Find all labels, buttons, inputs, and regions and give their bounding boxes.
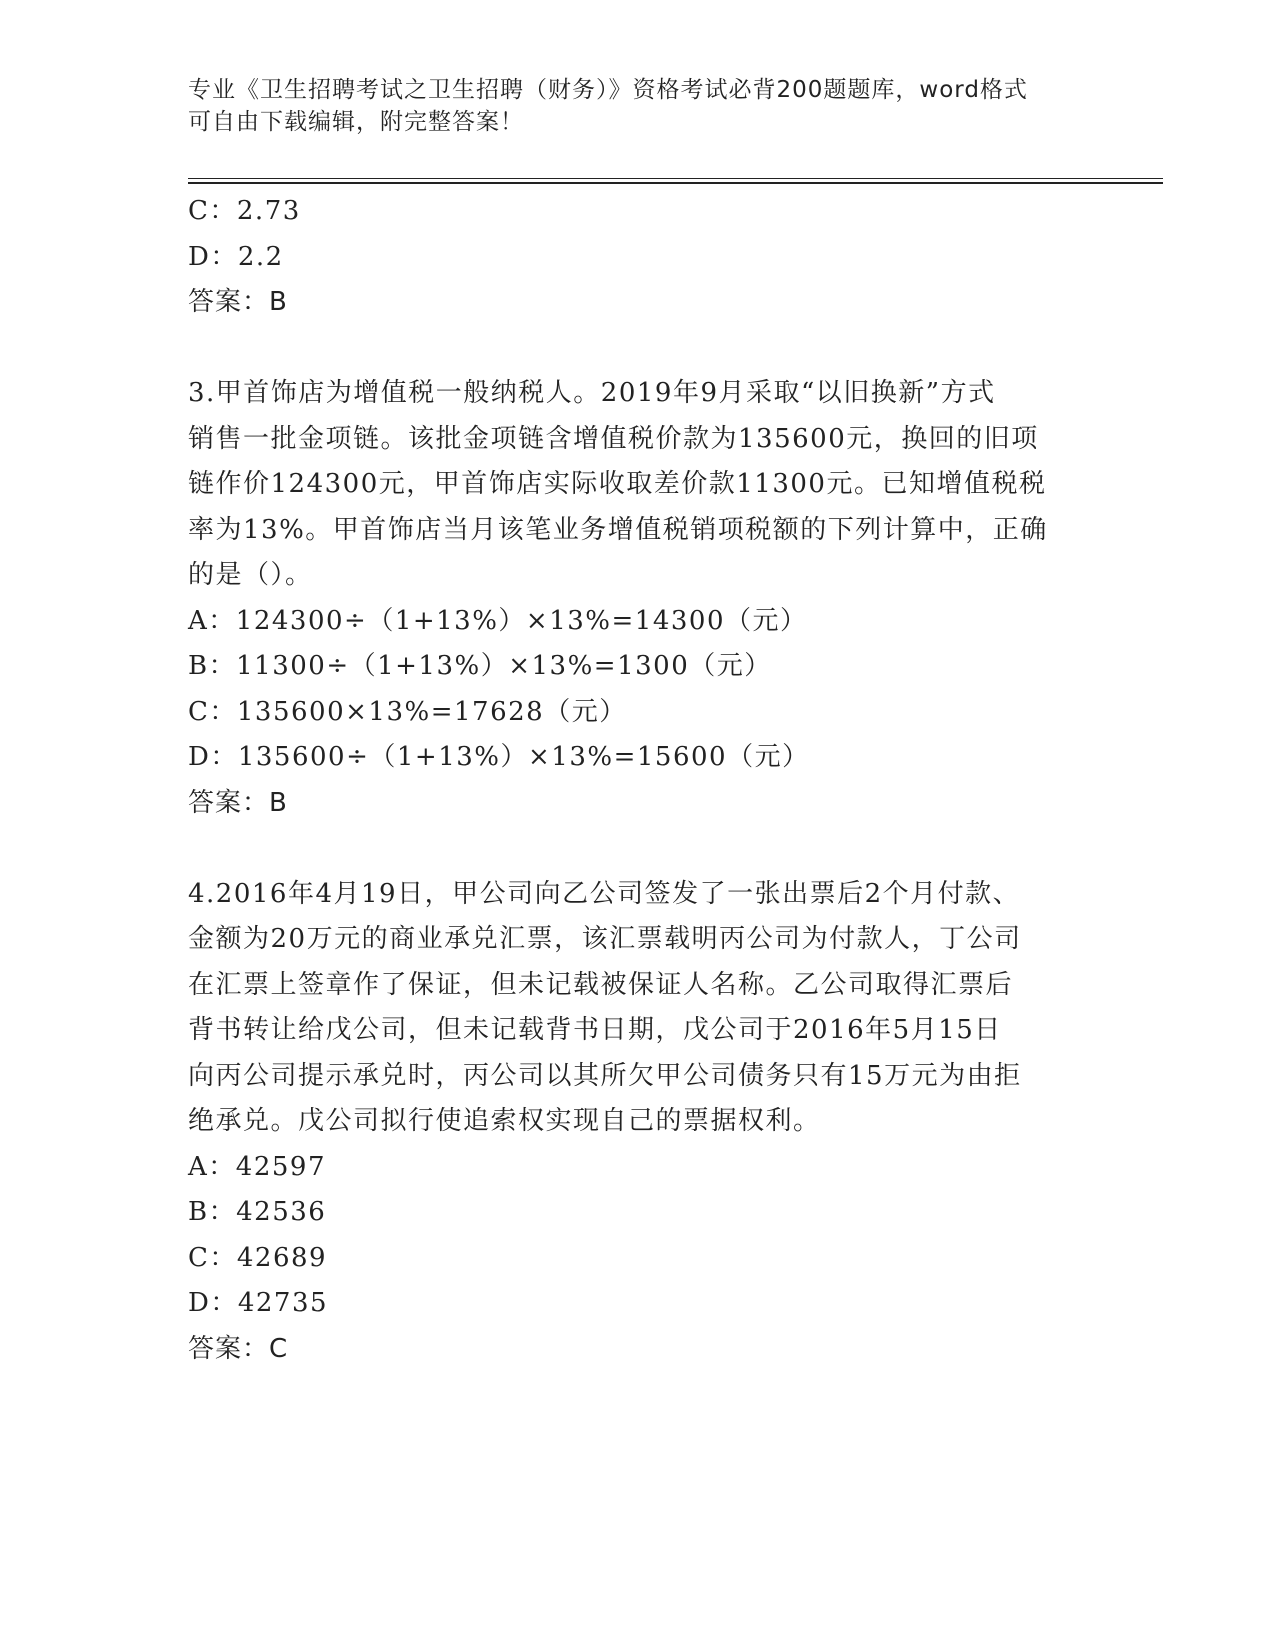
- option-b: B：11300÷（1+13%）×13%=1300（元）: [188, 651, 772, 681]
- answer-line: 答案：C: [188, 1333, 289, 1364]
- question-stem-line: 链作价124300元，甲首饰店实际收取差价款11300元。已知增值税税: [188, 469, 1047, 499]
- option-d: D：135600÷（1+13%）×13%=15600（元）: [188, 742, 810, 772]
- option-a: A：42597: [188, 1151, 326, 1182]
- spacer: [188, 326, 1088, 372]
- question-stem-line: 率为13%。甲首饰店当月该笔业务增值税销项税额的下列计算中，正确: [188, 514, 1048, 545]
- header-title-line-2: 可自由下载编辑，附完整答案！: [188, 109, 524, 135]
- question-stem-line: 绝承兑。戊公司拟行使追索权实现自己的票据权利。: [188, 1106, 821, 1136]
- option-c: C：135600×13%=17628（元）: [188, 696, 627, 727]
- spacer: [188, 826, 1088, 872]
- question-stem-line: 背书转让给戊公司，但未记载背书日期，戊公司于2016年5月15日: [188, 1015, 1002, 1045]
- answer-line: 答案：B: [188, 287, 288, 317]
- option-c: C：2.73: [188, 196, 301, 226]
- header-divider-thin: [188, 178, 1163, 179]
- document-header: [188, 74, 1088, 138]
- header-divider-thick: [188, 182, 1163, 184]
- option-a: A：124300÷（1+13%）×13%=14300（元）: [188, 605, 808, 636]
- answer-line: 答案：B: [188, 787, 288, 818]
- question-3: [188, 371, 1088, 826]
- question-stem-line: 3.甲首饰店为增值税一般纳税人。2019年9月采取“以旧换新”方式: [188, 378, 996, 408]
- question-stem-line: 的是（）。: [188, 560, 313, 590]
- option-b: B：42536: [188, 1197, 327, 1227]
- document-body: [188, 189, 1088, 1372]
- question-stem-line: 销售一批金项链。该批金项链含增值税价款为135600元，换回的旧项: [188, 423, 1039, 454]
- question-4: [188, 872, 1088, 1373]
- option-c: C：42689: [188, 1242, 328, 1273]
- question-stem-line: 向丙公司提示承兑时，丙公司以其所欠甲公司债务只有15万元为由拒: [188, 1060, 1022, 1091]
- question-stem-line: 4.2016年4月19日，甲公司向乙公司签发了一张出票后2个月付款、: [188, 878, 1021, 909]
- question-2-tail: [188, 189, 1088, 326]
- header-title-line-1: 专业《卫生招聘考试之卫生招聘（财务）》资格考试必背200题题库，word格式: [188, 77, 1028, 103]
- question-stem-line: 金额为20万元的商业承兑汇票，该汇票载明丙公司为付款人，丁公司: [188, 924, 1022, 954]
- option-d: D：2.2: [188, 241, 284, 272]
- question-stem-line: 在汇票上签章作了保证，但未记载被保证人名称。乙公司取得汇票后: [188, 969, 1014, 1000]
- option-d: D：42735: [188, 1288, 329, 1318]
